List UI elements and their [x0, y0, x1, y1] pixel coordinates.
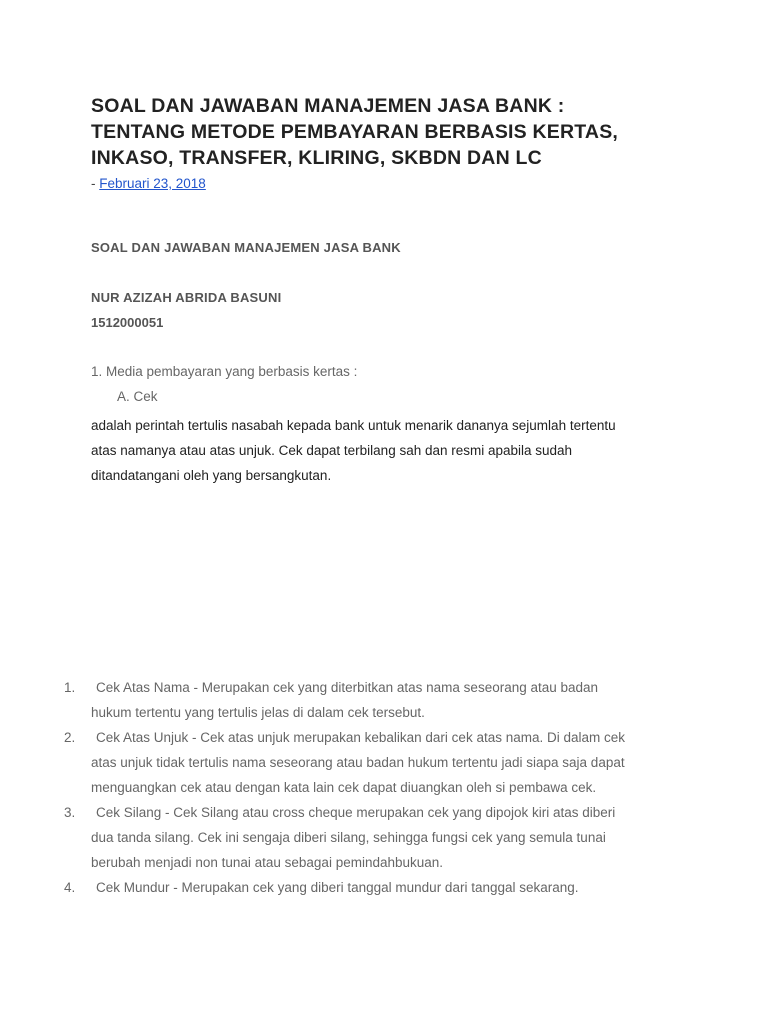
- post-title-line: TENTANG METODE PEMBAYARAN BERBASIS KERTAS,: [91, 121, 619, 143]
- definition-line: atas namanya atau atas unjuk. Cek dapat terbilang sah dan resmi apabila sudah: [91, 443, 573, 458]
- list-item: [0, 675, 768, 725]
- list-number: 1.: [64, 680, 76, 695]
- post-date-link[interactable]: Februari 23, 2018: [99, 176, 206, 191]
- option-a: A. Cek: [117, 389, 158, 404]
- list-item-line: Cek Atas Nama - Merupakan cek yang diterbitkan atas nama seseorang atau badan: [96, 680, 599, 695]
- list-item-line: Cek Silang - Cek Silang atau cross cheque merupakan cek yang dipojok kiri atas diberi: [96, 805, 616, 820]
- list-item-line: menguangkan cek atau dengan kata lain cek dapat diuangkan oleh si pembawa cek.: [91, 780, 597, 795]
- post-title-line: SOAL DAN JAWABAN MANAJEMEN JASA BANK :: [91, 95, 565, 117]
- list-item-line: berubah menjadi non tunai atau sebagai pemindahbukuan.: [91, 855, 444, 870]
- list-item-line: hukum tertentu yang tertulis jelas di dalam cek tersebut.: [91, 705, 425, 720]
- section-subtitle: SOAL DAN JAWABAN MANAJEMEN JASA BANK: [91, 240, 401, 255]
- cheque-definition: [91, 413, 616, 488]
- list-item-line: Cek Atas Unjuk - Cek atas unjuk merupakan kebalikan dari cek atas nama. Di dalam cek: [96, 730, 626, 745]
- definition-line: ditandatangani oleh yang bersangkutan.: [91, 468, 332, 483]
- post-title-line: INKASO, TRANSFER, KLIRING, SKBDN DAN LC: [91, 147, 542, 169]
- author-name: NUR AZIZAH ABRIDA BASUNI: [91, 290, 282, 305]
- list-number: 3.: [64, 805, 76, 820]
- author-id: 1512000051: [91, 315, 164, 330]
- meta-prefix: -: [91, 176, 100, 191]
- question-1: 1. Media pembayaran yang berbasis kertas :: [91, 364, 358, 379]
- list-item: [0, 725, 768, 800]
- list-number: 4.: [64, 880, 76, 895]
- list-item: [0, 875, 768, 900]
- list-item: [0, 800, 768, 875]
- list-number: 2.: [64, 730, 76, 745]
- list-item-line: dua tanda silang. Cek ini sengaja diberi silang, sehingga fungsi cek yang semula tunai: [91, 830, 606, 845]
- definition-line: adalah perintah tertulis nasabah kepada bank untuk menarik dananya sejumlah tertentu: [91, 418, 616, 433]
- list-item-line: Cek Mundur - Merupakan cek yang diberi tanggal mundur dari tanggal sekarang.: [96, 880, 579, 895]
- list-item-line: atas unjuk tidak tertulis nama seseorang atau badan hukum tertentu jadi siapa saja dapat: [91, 755, 625, 770]
- post-title: [91, 93, 711, 171]
- post-meta: [91, 175, 206, 193]
- cheque-types-list: [0, 675, 768, 900]
